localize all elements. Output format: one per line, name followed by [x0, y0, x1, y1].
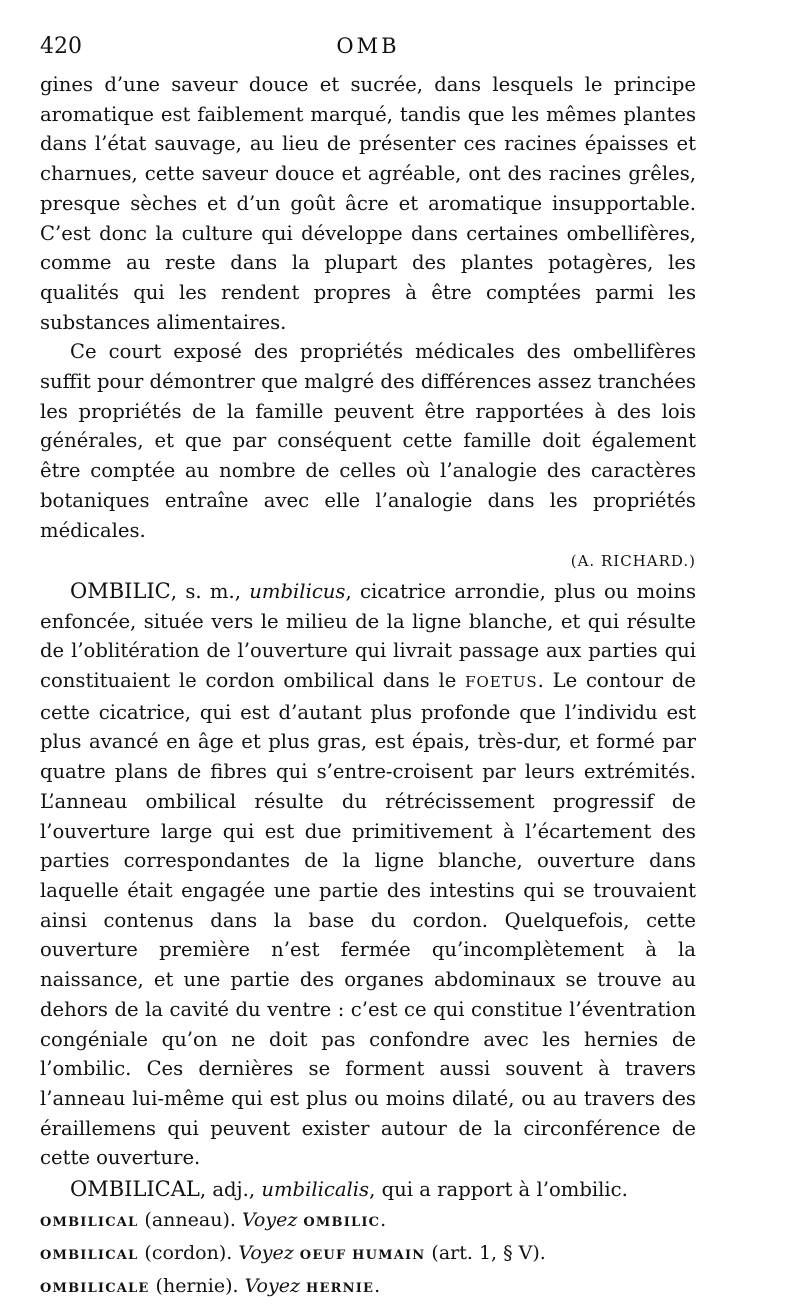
xref-suffix: (art. 1, § V). [425, 1241, 546, 1264]
entry-text: , cicatrice arrondie, plus ou moins enfoncée, située vers le milieu de la ligne blanche, et qui résulte de l’oblitération de l’ouverture qui livrait passage aux parties qui constituaient le cordon ombilical dans le [40, 579, 696, 693]
xref-target: OEUF HUMAIN [299, 1247, 426, 1263]
latin-term: umbilicus [249, 579, 346, 603]
page-header [40, 30, 696, 70]
xref-term: OMBILICAL [40, 1214, 139, 1230]
xref-term: OMBILICAL [40, 1247, 139, 1263]
voyez-label: Voyez [244, 1274, 300, 1297]
cross-reference-entry [40, 1238, 696, 1271]
xref-qualifier: (anneau). [138, 1208, 242, 1231]
voyez-label: Voyez [241, 1208, 298, 1231]
book-page [40, 30, 696, 1304]
paragraph-text: gines d’une saveur douce et sucrée, dans lesquels le principe aromatique est faiblement marqué, tandis que les mêmes plantes dans l’état sauvage, au lieu de présenter ces racines épaisses et charnues, cette saveur douce et agréable, ont des racines grêles, presque sèches et d’un goût âcre et aromatique insupportable. C’est donc la culture qui développe dans certaines ombellifères, comme au reste dans la plupart des plantes potagères, les qualités qui les rendent propres à être comptées parmi les substances alimentaires. [40, 73, 696, 334]
xref-target: OMBILIC [303, 1214, 381, 1230]
entry-text: , qui a rapport à l’ombilic. [369, 1178, 628, 1202]
grammar-note: , s. m., [170, 579, 250, 603]
cross-reference-entry [40, 1271, 696, 1304]
xref-qualifier: (hernie). [149, 1274, 245, 1297]
xref-suffix: . [374, 1274, 381, 1297]
voyez-label: Voyez [238, 1241, 294, 1264]
paragraph-text: Ce court exposé des propriétés médicales des ombellifères suffit pour démontrer que malgré des différences assez tranchées les propriétés de la famille peuvent être rapportées à des lois générales, et que par conséquent cette famille doit également être comptée au nombre de celles où l’analogie des caractères botaniques entraîne avec elle l’analogie dans les propriétés médicales. [40, 340, 696, 542]
ombilic-entry [40, 577, 696, 1173]
page-number: 420 [40, 34, 82, 59]
headword: OMBILICAL [70, 1177, 200, 1202]
xref-suffix: . [380, 1208, 387, 1231]
xref-target: HERNIE [306, 1280, 375, 1296]
cross-reference: FOETUS [465, 673, 538, 692]
cross-reference-entry [40, 1205, 696, 1238]
running-head: OMB [336, 34, 400, 58]
grammar-note: , adj., [199, 1178, 262, 1202]
author-signature-line [40, 545, 696, 577]
headword: OMBILIC [70, 578, 171, 603]
summary-paragraph [40, 337, 696, 545]
continuation-paragraph [40, 70, 696, 337]
xref-term: OMBILICALE [40, 1280, 150, 1296]
latin-term: umbilicalis [261, 1178, 370, 1202]
body-text [40, 70, 696, 1304]
xref-qualifier: (cordon). [138, 1241, 239, 1264]
entry-text: . Le contour de cette cicatrice, qui est d’autant plus profonde que l’individu est plus avancé en âge et plus gras, est épais, très-dur, et formé par quatre plans de fibres qui s’entre-croisent par leurs extrémités. L’anneau ombilical résulte du rétrécissement progressif de l’ouverture large qui est due primitivement à l’écartement des parties correspondantes de la ligne blanche, ouverture dans laquelle était engagée une partie des intestins qui se trouvaient ainsi contenus dans la base du cordon. Quelquefois, cette ouverture première n’est fermée qu’incomplètement à la naissance, et une partie des organes abdominaux se trouve au dehors de la cavité du ventre : c’est ce qui constitue l’éventration congéniale qu’on ne doit pas confondre avec les hernies de l’ombilic. Ces dernières se forment aussi souvent à travers l’anneau lui-même qui est plus ou moins dilaté, ou au travers des éraillemens qui peuvent exister autour de la circonférence de cette ouverture. [40, 669, 696, 1170]
author-signature: (A. RICHARD.) [570, 552, 696, 571]
ombilical-entry [40, 1175, 696, 1205]
